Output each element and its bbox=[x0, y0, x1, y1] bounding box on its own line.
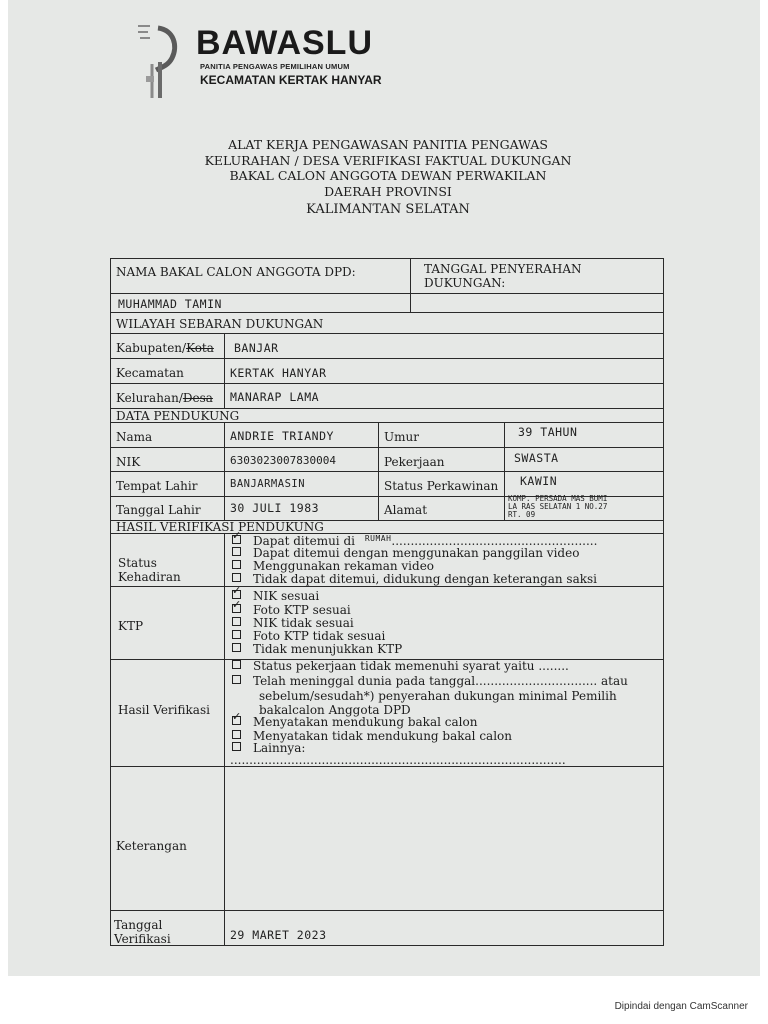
checkbox-icon[interactable] bbox=[232, 617, 241, 626]
hasil-option-2-line-2: sebelum/sesudah*) penyerahan dukungan minimal Pemilih bbox=[259, 689, 617, 703]
bawaslu-logo-icon bbox=[126, 18, 186, 102]
supporter-header: DATA PENDUKUNG bbox=[116, 409, 240, 423]
document-title: ALAT KERJA PENGAWASAN PANITIA PENGAWAS KELURAHAN / DESA VERIFIKASI FAKTUAL DUKUNGAN BAKAL CALON ANGGOTA DEWAN PERWAKILAN DAERAH PROVINSI bbox=[204, 137, 572, 199]
kelurahan-value: MANARAP LAMA bbox=[230, 390, 320, 404]
kabupaten-value: BANJAR bbox=[234, 341, 279, 355]
tanggal-verif-label-1: Tanggal bbox=[114, 918, 163, 932]
checkbox-icon[interactable] bbox=[232, 660, 241, 669]
ktp-option-3[interactable]: NIK tidak sesuai bbox=[232, 617, 354, 630]
umur-label: Umur bbox=[384, 430, 419, 444]
candidate-value: MUHAMMAD TAMIN bbox=[118, 297, 222, 311]
status-kawin-value: KAWIN bbox=[520, 474, 558, 488]
checkbox-checked-icon[interactable] bbox=[232, 716, 241, 725]
status-option-2[interactable]: Dapat ditemui dengan menggunakan panggilan video bbox=[232, 547, 579, 560]
ktp-option-4[interactable]: Foto KTP tidak sesuai bbox=[232, 630, 385, 643]
candidate-label: NAMA BAKAL CALON ANGGOTA DPD: bbox=[116, 265, 356, 279]
alamat-value-2: LA RAS SELATAN 1 NO.27 bbox=[508, 502, 608, 511]
checkbox-icon[interactable] bbox=[232, 630, 241, 639]
hasil-option-4[interactable]: Menyatakan tidak mendukung bakal calon bbox=[232, 730, 512, 743]
verification-form bbox=[110, 258, 664, 946]
hasil-option-2[interactable]: Telah meninggal dunia pada tanggal................................ atau bbox=[232, 675, 628, 688]
tempat-lahir-value: BANJARMASIN bbox=[230, 478, 306, 490]
checkbox-icon[interactable] bbox=[232, 573, 241, 582]
status-option-3[interactable]: Menggunakan rekaman video bbox=[232, 560, 434, 573]
nama-label: Nama bbox=[116, 430, 153, 444]
keterangan-label: Keterangan bbox=[116, 839, 187, 853]
handover-label-2: DUKUNGAN: bbox=[424, 276, 506, 290]
kecamatan-value: KERTAK HANYAR bbox=[230, 366, 327, 380]
verification-header: HASIL VERIFIKASI PENDUKUNG bbox=[116, 520, 324, 534]
ktp-option-5[interactable]: Tidak menunjukkan KTP bbox=[232, 643, 402, 656]
umur-value: 39 TAHUN bbox=[518, 425, 578, 439]
brand-district: KECAMATAN KERTAK HANYAR bbox=[200, 73, 382, 87]
checkbox-icon[interactable] bbox=[232, 560, 241, 569]
kelurahan-label: Kelurahan/Desa bbox=[116, 391, 213, 405]
hasil-option-3[interactable]: ✓Menyatakan mendukung bakal calon bbox=[232, 716, 477, 729]
nik-label: NIK bbox=[116, 455, 141, 469]
nama-value: ANDRIE TRIANDY bbox=[230, 429, 334, 443]
status-option-4[interactable]: Tidak dapat ditemui, didukung dengan keterangan saksi bbox=[232, 573, 597, 586]
alamat-value-1: KOMP. PERSADA MAS BUMI bbox=[508, 494, 608, 503]
status-label-2: Kehadiran bbox=[118, 570, 181, 584]
status-option-1[interactable]: ✓Dapat ditemui di $^{RUMAH}$...................................................... bbox=[232, 535, 597, 549]
brand-subtitle: PANITIA PENGAWAS PEMILIHAN UMUM bbox=[200, 62, 350, 71]
checkbox-checked-icon[interactable] bbox=[232, 604, 241, 613]
hasil-option-5[interactable]: Lainnya: bbox=[232, 742, 305, 755]
kabupaten-label: Kabupaten/Kota bbox=[116, 341, 214, 355]
province-title: KALIMANTAN SELATAN bbox=[306, 202, 470, 217]
hasil-option-1[interactable]: Status pekerjaan tidak memenuhi syarat yaitu ........ bbox=[232, 660, 569, 673]
tanggal-lahir-value: 30 JULI 1983 bbox=[230, 501, 320, 515]
scanner-footer: Dipindai dengan CamScanner bbox=[614, 1001, 748, 1012]
checkbox-icon[interactable] bbox=[232, 547, 241, 556]
hasil-option-2-line-3: bakalcalon Anggota DPD bbox=[259, 703, 411, 717]
pekerjaan-label: Pekerjaan bbox=[384, 455, 445, 469]
region-header: WILAYAH SEBARAN DUKUNGAN bbox=[116, 317, 324, 331]
ktp-option-2[interactable]: ✓Foto KTP sesuai bbox=[232, 604, 351, 617]
ktp-label: KTP bbox=[118, 619, 144, 633]
status-label-1: Status bbox=[118, 556, 157, 570]
ktp-option-1[interactable]: ✓NIK sesuai bbox=[232, 590, 319, 603]
hasil-label: Hasil Verifikasi bbox=[118, 703, 210, 717]
tanggal-verif-label-2: Verifikasi bbox=[114, 932, 171, 946]
alamat-value-3: RT. 09 bbox=[508, 510, 536, 519]
status-kawin-label: Status Perkawinan bbox=[384, 479, 499, 493]
pekerjaan-value: SWASTA bbox=[514, 451, 559, 465]
tanggal-lahir-label: Tanggal Lahir bbox=[116, 503, 201, 517]
alamat-label: Alamat bbox=[384, 503, 428, 517]
scanned-page bbox=[8, 0, 760, 976]
hasil-dots: ........................................................................................ bbox=[230, 753, 566, 767]
checkbox-icon[interactable] bbox=[232, 643, 241, 652]
tempat-lahir-label: Tempat Lahir bbox=[116, 479, 198, 493]
brand-name: BAWASLU bbox=[196, 24, 373, 62]
checkbox-icon[interactable] bbox=[232, 730, 241, 739]
checkbox-checked-icon[interactable] bbox=[232, 535, 241, 544]
nik-value: 6303023007830004 bbox=[230, 454, 336, 467]
checkbox-icon[interactable] bbox=[232, 742, 241, 751]
checkbox-icon[interactable] bbox=[232, 675, 241, 684]
tanggal-verif-value: 29 MARET 2023 bbox=[230, 928, 327, 942]
kecamatan-label: Kecamatan bbox=[116, 366, 184, 380]
handover-label-1: TANGGAL PENYERAHAN bbox=[424, 262, 582, 276]
